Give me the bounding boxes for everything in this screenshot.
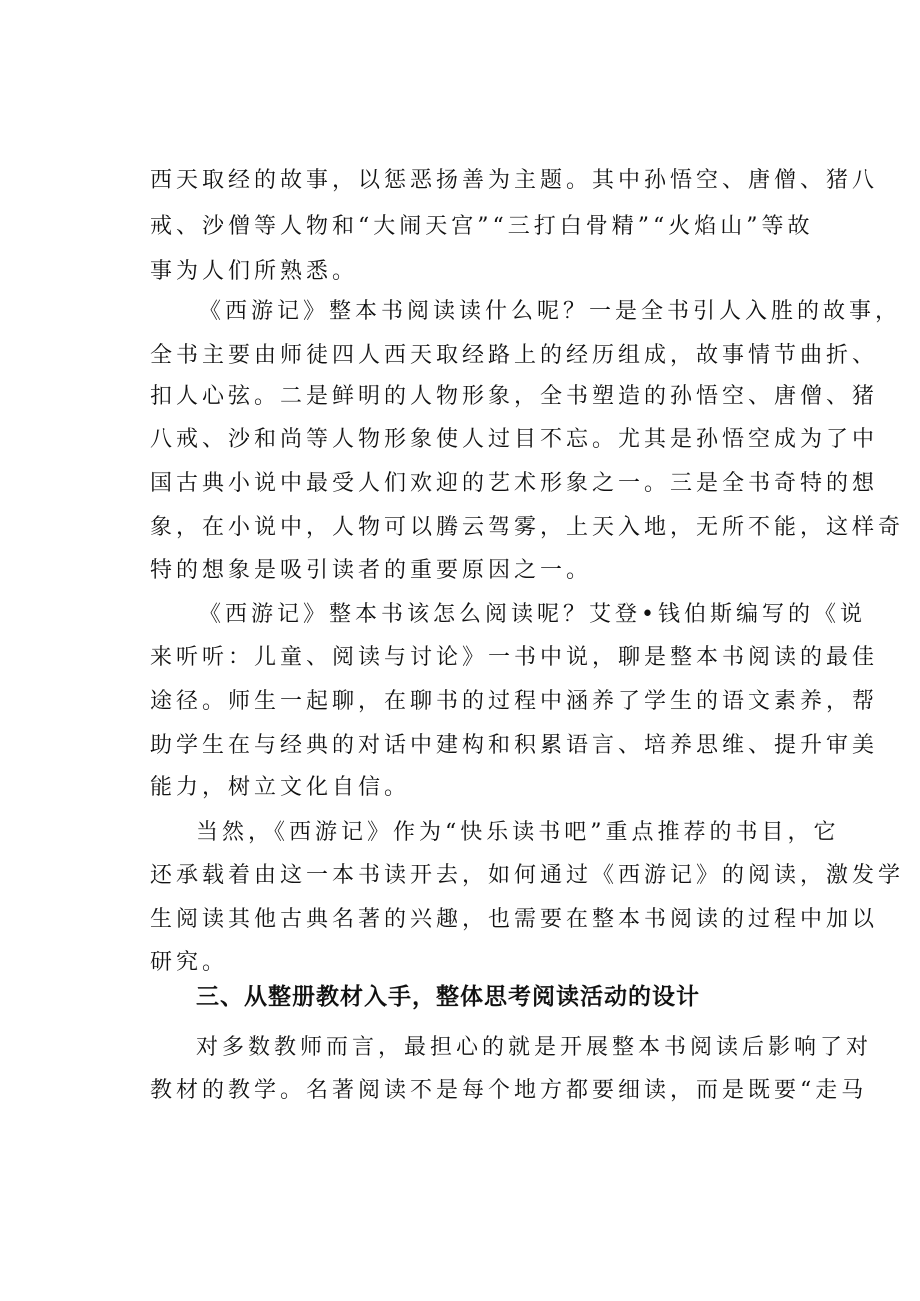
text-line: 能力，树立文化自信。 [150, 775, 411, 800]
text-line: 生阅读其他古典名著的兴趣，也需要在整本书阅读的过程中加以 [150, 907, 879, 932]
text-line: 特的想象是吸引读者的重要原因之一。 [150, 558, 593, 583]
text-line: 途径。师生一起聊，在聊书的过程中涵养了学生的语文素养，帮 [150, 689, 879, 714]
text-line: 象，在小说中，人物可以腾云驾雾，上天入地，无所不能，这样奇 [150, 515, 905, 540]
text-line: 国古典小说中最受人们欢迎的艺术形象之一。三是全书奇特的想 [150, 471, 879, 496]
text-line: 对多数教师而言，最担心的就是开展整本书阅读后影响了对 [196, 1035, 873, 1060]
text-line: 戒、沙僧等人物和“大闹天宫”“三打白骨精”“火焰山”等故 [150, 214, 814, 239]
text-line: 全书主要由师徒四人西天取经路上的经历组成，故事情节曲折、 [150, 343, 879, 368]
text-line: 事为人们所熟悉。 [150, 259, 359, 284]
text-line: 助学生在与经典的对话中建构和积累语言、培养思维、提升审美 [150, 733, 879, 758]
text-line: 《西游记》整本书该怎么阅读呢？艾登•钱伯斯编写的《说 [199, 602, 866, 627]
text-line: 研究。 [150, 950, 229, 975]
text-line: 当然，《西游记》作为“快乐读书吧”重点推荐的书目，它 [196, 820, 840, 845]
text-line: 扣人心弦。二是鲜明的人物形象，全书塑造的孙悟空、唐僧、猪 [150, 384, 879, 409]
text-line: 《西游记》整本书阅读读什么呢？一是全书引人入胜的故事， [199, 299, 902, 324]
section-heading: 三、从整册教材入手，整体思考阅读活动的设计 [196, 984, 700, 1010]
text-line: 教材的教学。名著阅读不是每个地方都要细读，而是既要“走马 [150, 1078, 868, 1103]
text-line: 还承载着由这一本书读开去，如何通过《西游记》的阅读，激发学 [150, 863, 905, 888]
text-line: 八戒、沙和尚等人物形象使人过目不忘。尤其是孙悟空成为了中 [150, 427, 879, 452]
text-line: 西天取经的故事，以惩恶扬善为主题。其中孙悟空、唐僧、猪八 [150, 168, 879, 193]
text-line: 来听听：儿童、阅读与讨论》一书中说，聊是整本书阅读的最佳 [150, 645, 879, 670]
